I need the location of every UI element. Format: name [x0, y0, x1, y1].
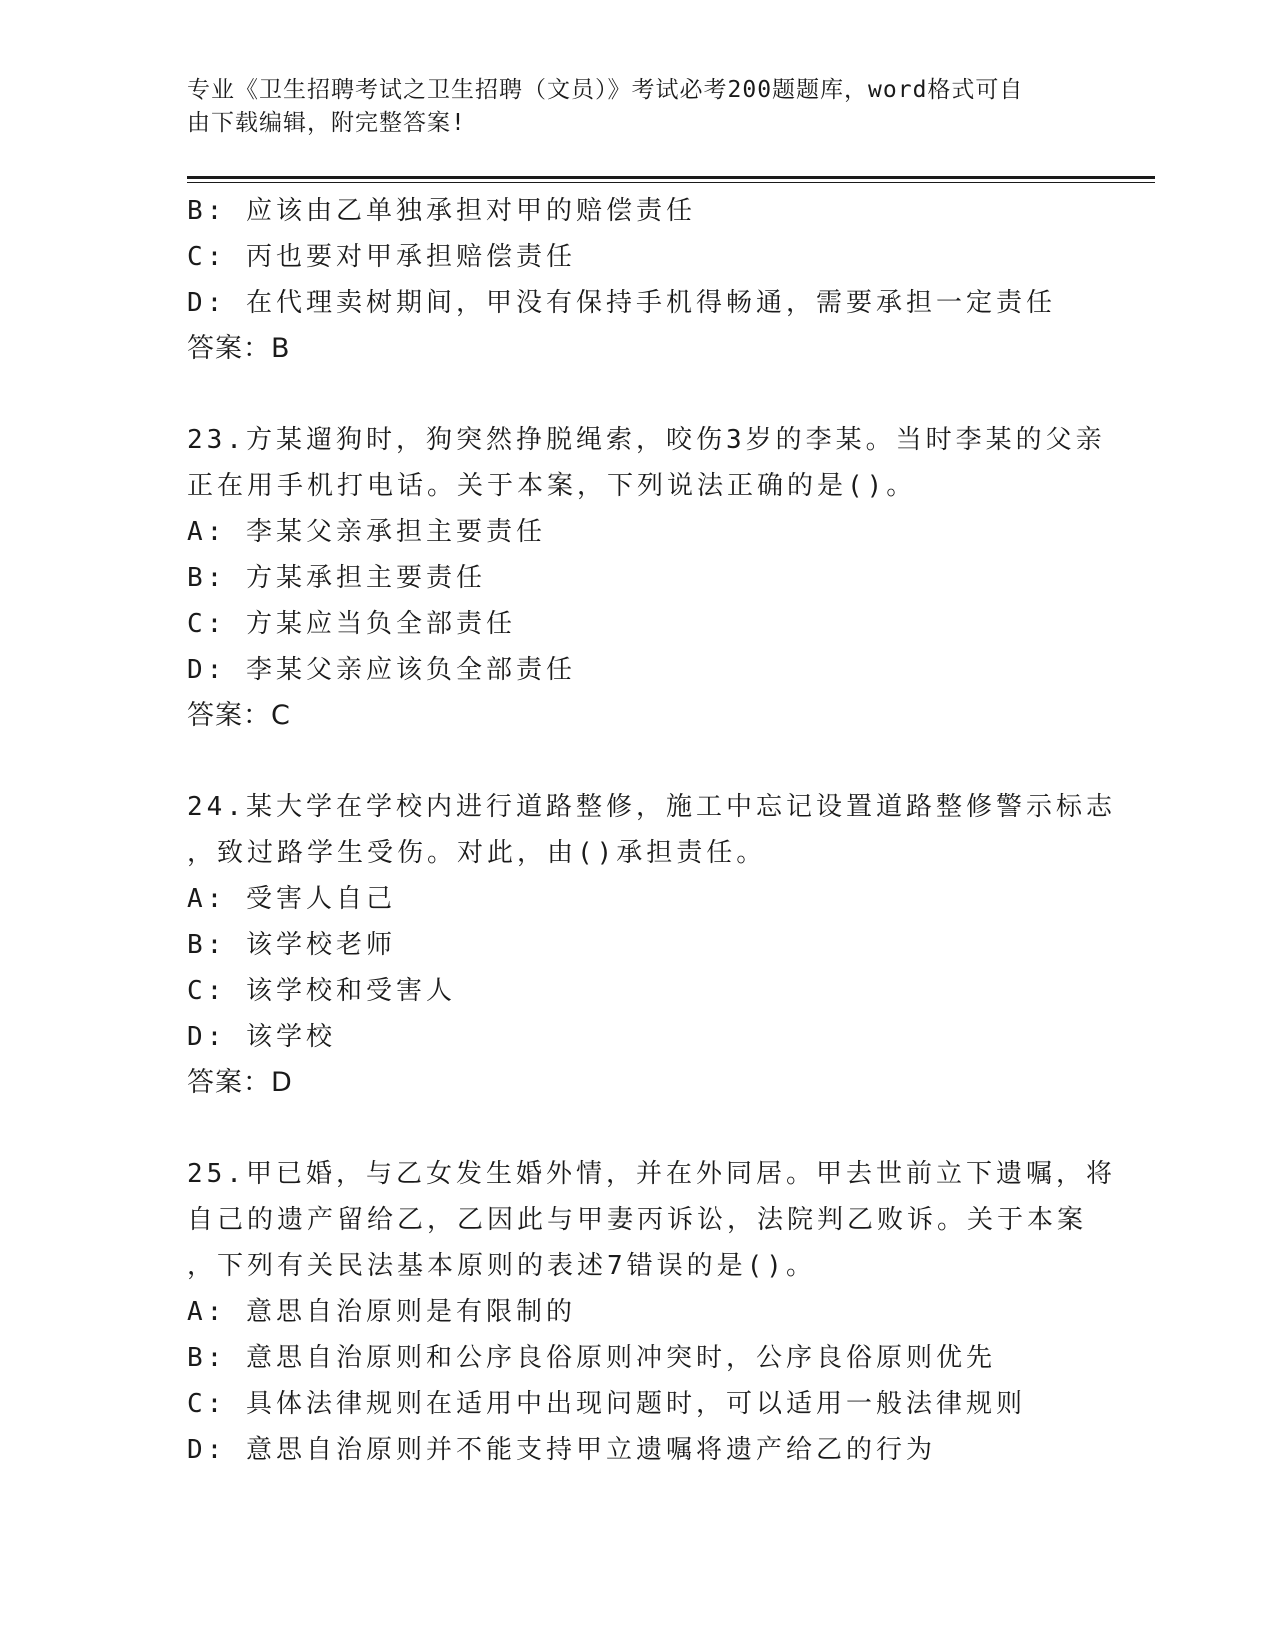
option-line: A: 意思自治原则是有限制的: [187, 1297, 576, 1327]
block-spacer: [187, 372, 1087, 417]
question-text-line: 24.某大学在学校内进行道路整修，施工中忘记设置道路整修警示标志: [187, 792, 1116, 822]
option-line: B: 方某承担主要责任: [187, 563, 486, 593]
option-line: C: 该学校和受害人: [187, 976, 456, 1006]
document-header: [187, 74, 1067, 140]
block-spacer: [187, 1106, 1087, 1151]
option-line: C: 具体法律规则在适用中出现问题时，可以适用一般法律规则: [187, 1389, 1026, 1419]
question-block: [187, 188, 1087, 372]
question-text-line: 23.方某遛狗时，狗突然挣脱绳索，咬伤3岁的李某。当时李某的父亲: [187, 425, 1106, 455]
question-list: [187, 188, 1116, 1473]
header-line-2: 由下载编辑，附完整答案!: [187, 110, 466, 136]
header-divider-thin: [187, 182, 1155, 183]
question-text-line: 自己的遗产留给乙，乙因此与甲妻丙诉讼，法院判乙败诉。关于本案: [187, 1205, 1088, 1235]
option-line: A: 李某父亲承担主要责任: [187, 517, 546, 547]
option-line: D: 意思自治原则并不能支持甲立遗嘱将遗产给乙的行为: [187, 1435, 936, 1465]
answer-line: 答案：B: [187, 333, 291, 364]
question-block: [187, 1151, 1116, 1473]
question-text-line: 25.甲已婚，与乙女发生婚外情，并在外同居。甲去世前立下遗嘱，将: [187, 1159, 1116, 1189]
question-block: [187, 417, 1106, 739]
option-line: D: 李某父亲应该负全部责任: [187, 655, 576, 685]
header-line-1: 专业《卫生招聘考试之卫生招聘（文员）》考试必考200题题库，word格式可自: [187, 77, 1024, 103]
question-text-line: ，致过路学生受伤。对此，由()承担责任。: [187, 838, 767, 868]
option-line: B: 该学校老师: [187, 930, 396, 960]
option-line: C: 方某应当负全部责任: [187, 609, 516, 639]
question-block: [187, 784, 1116, 1106]
header-divider-thick: [187, 176, 1155, 179]
option-line: B: 应该由乙单独承担对甲的赔偿责任: [187, 196, 696, 226]
question-text-line: ，下列有关民法基本原则的表述7错误的是()。: [187, 1251, 816, 1281]
option-line: C: 丙也要对甲承担赔偿责任: [187, 242, 576, 272]
block-spacer: [187, 739, 1087, 784]
option-line: D: 在代理卖树期间，甲没有保持手机得畅通，需要承担一定责任: [187, 288, 1056, 318]
question-text-line: 正在用手机打电话。关于本案，下列说法正确的是()。: [187, 471, 917, 501]
option-line: D: 该学校: [187, 1022, 336, 1052]
option-line: B: 意思自治原则和公序良俗原则冲突时，公序良俗原则优先: [187, 1343, 996, 1373]
answer-line: 答案：C: [187, 700, 291, 731]
answer-line: 答案：D: [187, 1067, 293, 1098]
option-line: A: 受害人自己: [187, 884, 396, 914]
